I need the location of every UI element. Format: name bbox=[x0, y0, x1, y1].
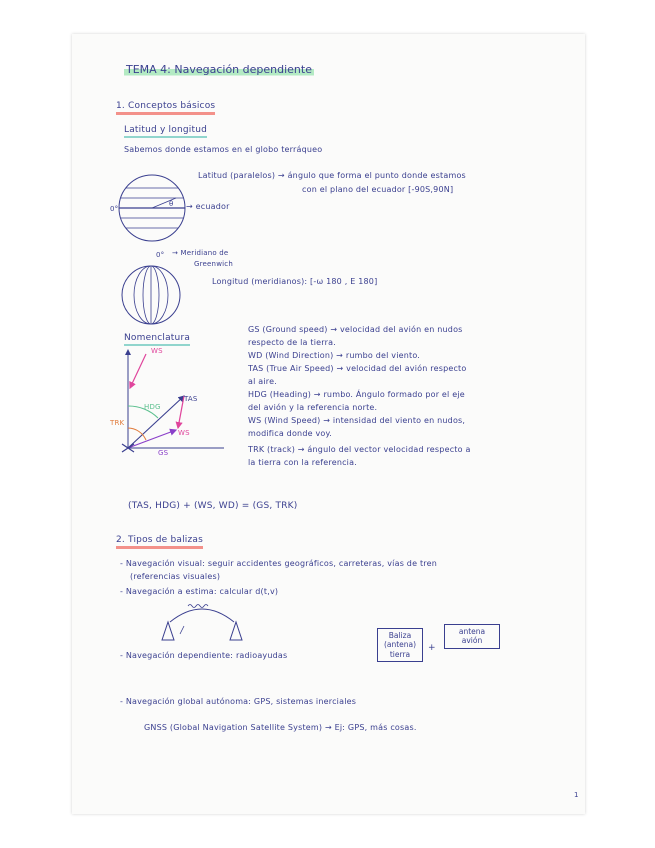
longitude-definition: Longitud (meridianos): [-ω 180 , E 180] bbox=[212, 277, 378, 286]
intro-text: Sabemos donde estamos en el globo terráqueo bbox=[124, 145, 323, 154]
greenwich-label-1: → Meridiano de bbox=[172, 249, 229, 257]
diagram-label-ws: WS bbox=[178, 429, 190, 437]
nomenclature-line-10: TRK (track) → ángulo del vector velocidad respecto a bbox=[248, 445, 471, 454]
vector-diagram bbox=[112, 344, 232, 464]
section-1-heading bbox=[116, 102, 215, 111]
latitude-definition-line-1: Latitud (paralelos) → ángulo que forma el punto donde estamos bbox=[198, 171, 466, 180]
nomenclature-line-4: TAS (True Air Speed) → velocidad del avión respecto bbox=[248, 364, 467, 373]
diagram-label-ws-top: WS bbox=[151, 347, 163, 355]
nomenclature-line-8: WS (Wind Speed) → intensidad del viento en nudos, bbox=[248, 416, 466, 425]
latitude-definition-line-2: con el plano del ecuador [-90S,90N] bbox=[302, 185, 454, 194]
nomenclature-heading bbox=[124, 334, 190, 343]
diagram-label-trk: TRK bbox=[110, 419, 125, 427]
dependent-navigation-line: - Navegación dependiente: radioayudas bbox=[120, 651, 288, 660]
theta-label: θ bbox=[169, 200, 174, 208]
section-2-heading-text: 2. Tipos de balizas bbox=[116, 535, 203, 549]
equator-label: → ecuador bbox=[186, 202, 230, 211]
nomenclature-line-2: respecto de la tierra. bbox=[248, 338, 336, 347]
ws-vector-top bbox=[130, 354, 146, 388]
meridian-zero-label: 0° bbox=[156, 251, 165, 259]
nomenclature-line-9: modifica donde voy. bbox=[248, 429, 333, 438]
page-title-text: TEMA 4: Navegación dependiente bbox=[126, 63, 312, 76]
visual-navigation-line-1: - Navegación visual: seguir accidentes geográficos, carreteras, vías de tren bbox=[120, 559, 437, 568]
autonomous-navigation-line: - Navegación global autónoma: GPS, sistemas inerciales bbox=[120, 697, 357, 706]
nomenclature-line-6: HDG (Heading) → rumbo. Ángulo formado por el eje bbox=[248, 390, 465, 399]
greenwich-label-2: Greenwich bbox=[194, 260, 233, 268]
ground-beacon-line-2: (antena) bbox=[383, 640, 417, 650]
ground-beacon-box bbox=[377, 628, 423, 662]
longitude-globe-figure bbox=[116, 260, 186, 330]
diagram-label-hdg: HDG bbox=[144, 403, 161, 411]
page-title bbox=[124, 64, 314, 75]
aircraft-antenna-box bbox=[444, 624, 500, 649]
gnss-line: GNSS (Global Navigation Satellite System) → Ej: GPS, más cosas. bbox=[144, 723, 417, 732]
latlong-subheading-text: Latitud y longitud bbox=[124, 125, 207, 138]
ground-beacon-line-3: tierra bbox=[389, 649, 411, 659]
page-number: 1 bbox=[574, 791, 579, 799]
latitude-globe-figure bbox=[112, 168, 192, 248]
latlong-subheading bbox=[124, 126, 207, 135]
nomenclature-line-3: WD (Wind Direction) → rumbo del viento. bbox=[248, 351, 421, 360]
aircraft-antenna-line-2: avión bbox=[461, 636, 483, 646]
nomenclature-line-1: GS (Ground speed) → velocidad del avión en nudos bbox=[248, 325, 463, 334]
section-1-heading-text: 1. Conceptos básicos bbox=[116, 101, 215, 115]
aircraft-antenna-line-1: antena bbox=[458, 627, 486, 636]
vector-equation: (TAS, HDG) + (WS, WD) = (GS, TRK) bbox=[128, 501, 298, 511]
ground-beacon-line-1: Baliza bbox=[388, 631, 412, 640]
visual-navigation-line-2: (referencias visuales) bbox=[130, 572, 221, 581]
diagram-label-tas: TAS bbox=[184, 395, 198, 403]
dead-reckoning-line: - Navegación a estima: calcular d(t,v) bbox=[120, 587, 279, 596]
section-2-heading bbox=[116, 536, 203, 545]
antenna-signal-figure bbox=[158, 600, 248, 644]
zero-degree-label: 0° bbox=[110, 205, 119, 213]
antenna-mast-icon bbox=[180, 626, 184, 634]
nomenclature-line-5: al aire. bbox=[248, 377, 277, 386]
ground-station-icon bbox=[230, 622, 242, 640]
nomenclature-line-7: del avión y la referencia norte. bbox=[248, 403, 378, 412]
wave-icon bbox=[188, 605, 208, 608]
nomenclature-line-11: la tierra con la referencia. bbox=[248, 458, 357, 467]
notebook-page bbox=[72, 34, 585, 814]
gs-vector bbox=[128, 430, 176, 448]
plus-sign: + bbox=[428, 643, 436, 653]
ground-station-icon bbox=[162, 622, 174, 640]
signal-arc bbox=[170, 609, 234, 622]
nomenclature-heading-text: Nomenclatura bbox=[124, 333, 190, 346]
diagram-label-gs: GS bbox=[158, 449, 169, 457]
